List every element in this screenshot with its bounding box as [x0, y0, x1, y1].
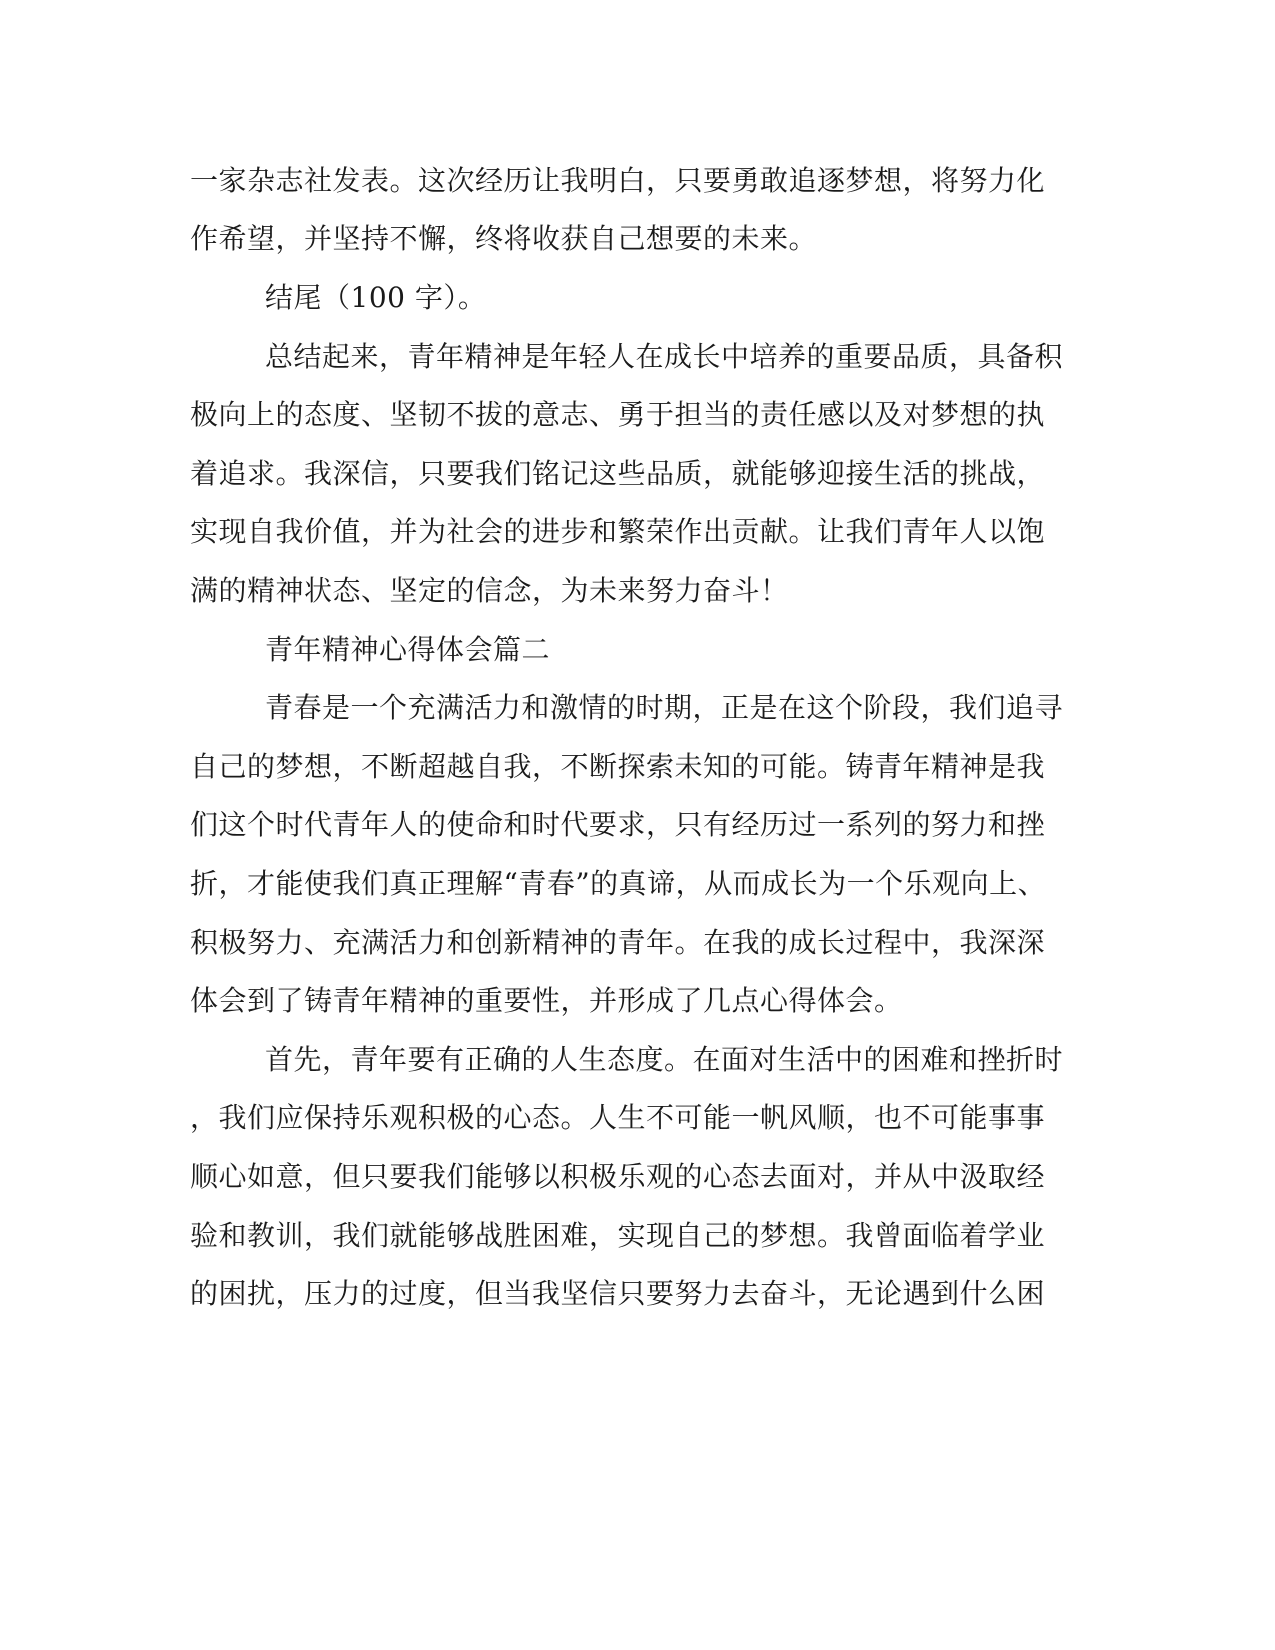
text-line: 体会到了铸青年精神的重要性，并形成了几点心得体会。: [190, 984, 903, 1017]
text-line: 满的精神状态、坚定的信念，为未来努力奋斗！: [190, 574, 789, 607]
text-line: 实现自我价值，并为社会的进步和繁荣作出贡献。让我们青年人以饱: [190, 515, 1046, 548]
text-line: 一家杂志社发表。这次经历让我明白，只要勇敢追逐梦想，将努力化: [190, 164, 1046, 197]
text-line: 们这个时代青年人的使命和时代要求，只有经历过一系列的努力和挫: [190, 808, 1046, 841]
paragraph-start: 青春是一个充满活力和激情的时期，正是在这个阶段，我们追寻: [265, 691, 1064, 724]
paragraph-start: 总结起来，青年精神是年轻人在成长中培养的重要品质，具备积: [265, 340, 1064, 373]
section-heading: 结尾（100 字）。: [265, 281, 487, 314]
text-line: 顺心如意，但只要我们能够以积极乐观的心态去面对，并从中汲取经: [190, 1160, 1046, 1193]
text-line: 的困扰，压力的过度，但当我坚信只要努力去奋斗，无论遇到什么困: [190, 1277, 1046, 1310]
text-line: 积极努力、充满活力和创新精神的青年。在我的成长过程中，我深深: [190, 926, 1046, 959]
text-line: 极向上的态度、坚韧不拔的意志、勇于担当的责任感以及对梦想的执: [190, 398, 1046, 431]
text-line: 验和教训，我们就能够战胜困难，实现自己的梦想。我曾面临着学业: [190, 1219, 1046, 1252]
text-line: 着追求。我深信，只要我们铭记这些品质，就能够迎接生活的挑战，: [190, 457, 1046, 490]
text-line: 折，才能使我们真正理解“青春”的真谛，从而成长为一个乐观向上、: [190, 867, 1047, 900]
text-line: 自己的梦想，不断超越自我，不断探索未知的可能。铸青年精神是我: [190, 750, 1046, 783]
paragraph-start: 首先，青年要有正确的人生态度。在面对生活中的困难和挫折时: [265, 1043, 1064, 1076]
text-line: ，我们应保持乐观积极的心态。人生不可能一帆风顺，也不可能事事: [190, 1101, 1046, 1134]
section-heading: 青年精神心得体会篇二: [265, 633, 551, 666]
text-line: 作希望，并坚持不懈，终将收获自己想要的未来。: [190, 222, 818, 255]
